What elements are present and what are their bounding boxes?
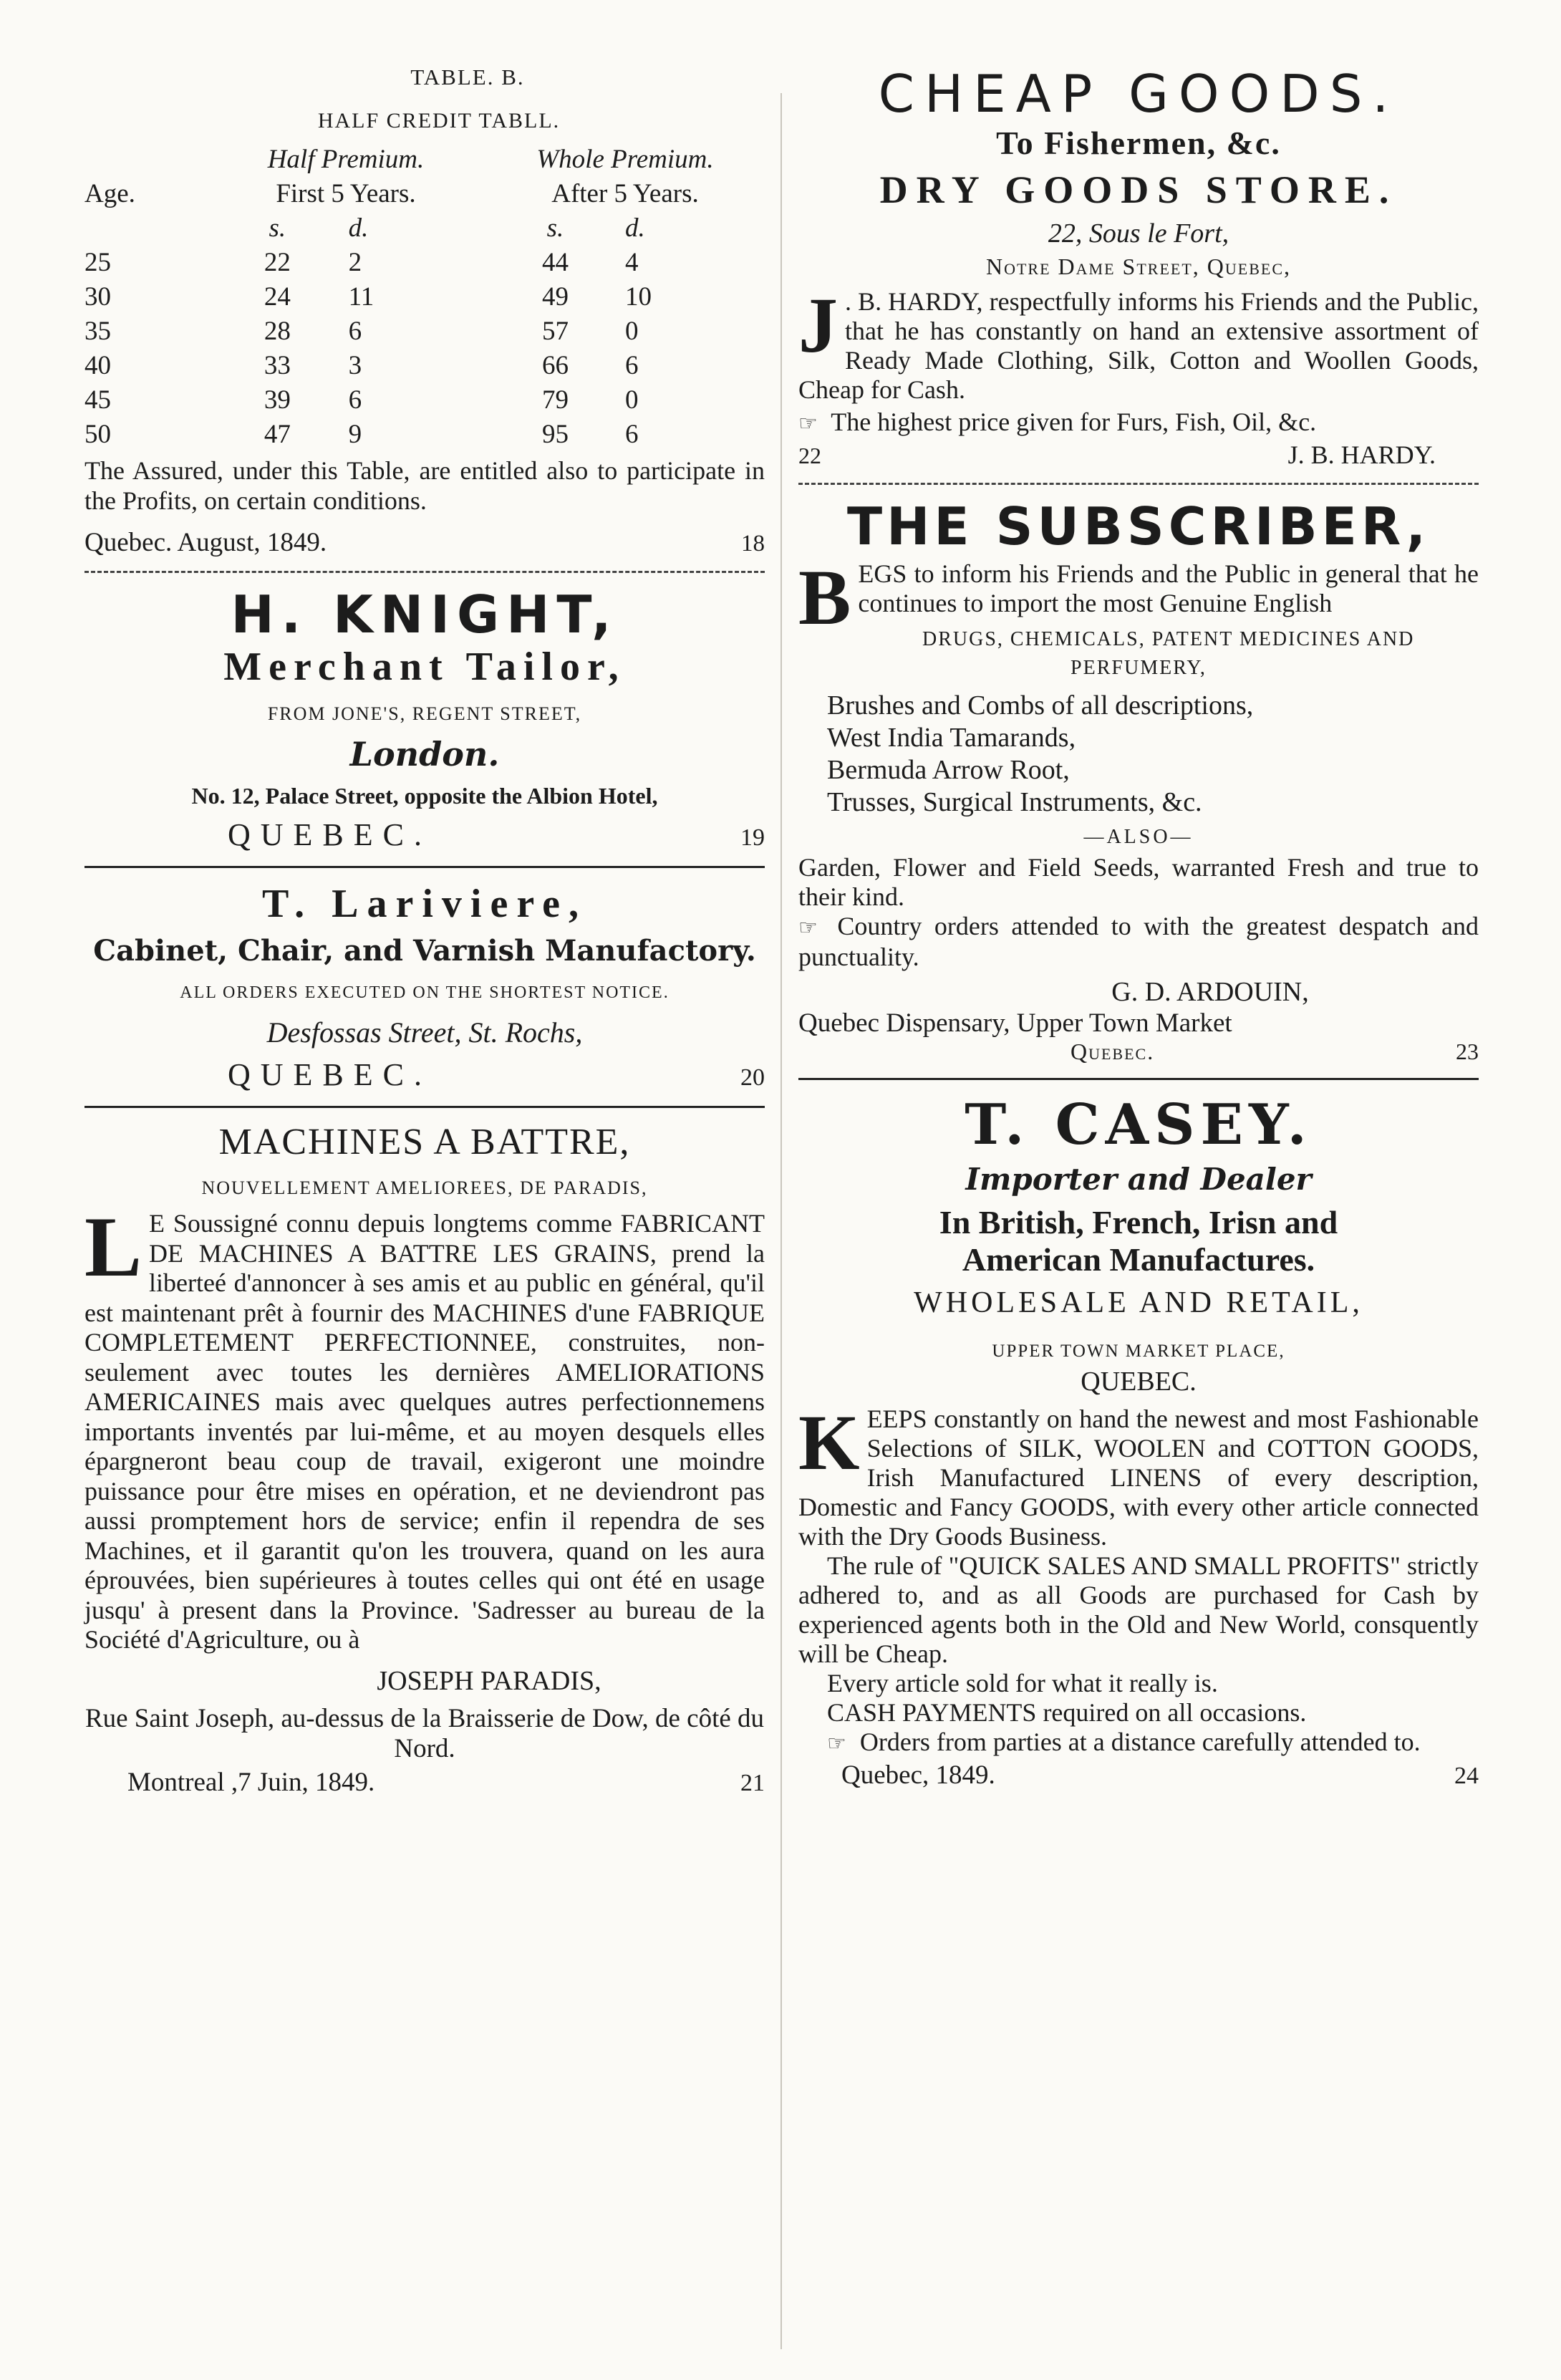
subscriber-category: DRUGS, CHEMICALS, PATENT MEDICINES AND PERFUMERY, (922, 628, 1415, 679)
knight-ad (84, 586, 765, 853)
machines-title: MACHINES A BATTRE, (218, 1122, 631, 1162)
casey-ad (798, 1093, 1479, 1791)
cheap-goods-title: CHEAP GOODS. (878, 64, 1399, 124)
subscriber-signature: G. D. ARDOUIN, (1111, 977, 1309, 1007)
casey-every: Every article sold for what it really is. (827, 1669, 1218, 1697)
pointing-hand-icon: ☞ (798, 412, 818, 435)
drop-cap: B (798, 554, 851, 641)
pointing-hand-icon: ☞ (798, 916, 818, 940)
list-item: Bermuda Arrow Root, (827, 755, 1070, 785)
subscriber-place: Quebec Dispensary, Upper Town Market (798, 1008, 1232, 1038)
cell-half-s: 39 (264, 385, 291, 415)
table-b-title: TABLE. B. (410, 64, 525, 90)
machines-address: Rue Saint Joseph, au-dessus de la Braisserie de Dow, de côté du Nord. (84, 1703, 765, 1763)
casey-orders: Orders from parties at a distance carefully attended to. (859, 1728, 1421, 1756)
cell-whole-s: 79 (541, 385, 569, 415)
unit-shillings: s. (546, 213, 564, 243)
casey-body: EEPS constantly on hand the newest and most Fashionable Selections of SILK, WOOLEN and COTTON GOODS, Irish Manufactured LINENS of every description, Domestic and Fancy GOODS, with every other article connected with the Dry Goods Business. (798, 1405, 1479, 1551)
table-row (84, 314, 765, 348)
divider (84, 1106, 765, 1108)
cell-half-d: 2 (348, 247, 362, 277)
ad-number: 19 (740, 824, 765, 851)
casey-line1: In British, French, Irisn and (939, 1204, 1338, 1240)
knight-name: H. KNIGHT, (231, 584, 619, 645)
cheap-goods-signature: J. B. HARDY. (1287, 440, 1436, 469)
cell-whole-d: 4 (624, 247, 639, 277)
machines-ad (84, 1121, 765, 1798)
casey-line2: American Manufactures. (962, 1241, 1315, 1278)
cell-whole-d: 6 (624, 350, 639, 380)
subscriber-ad (798, 498, 1479, 1065)
drop-cap: L (84, 1199, 142, 1294)
lariviere-ad (84, 881, 765, 1093)
table-row (84, 279, 765, 314)
list-item: Brushes and Combs of all descriptions, (827, 690, 1254, 721)
casey-trade: WHOLESALE AND RETAIL, (914, 1286, 1363, 1319)
cell-half-s: 33 (264, 350, 291, 380)
lariviere-street: Desfossas Street, St. Rochs, (266, 1016, 583, 1049)
cell-whole-s: 57 (541, 316, 569, 346)
divider (798, 1078, 1479, 1080)
list-item: Trusses, Surgical Instruments, &c. (827, 787, 1202, 817)
subscriber-city: Quebec. (1071, 1039, 1155, 1064)
cell-whole-s: 49 (541, 281, 569, 312)
subscriber-items (827, 690, 1479, 819)
cheap-goods-ad (798, 64, 1479, 470)
machines-place-date: Montreal ,7 Juin, 1849. (127, 1767, 375, 1797)
table-row (84, 245, 765, 279)
cell-whole-d: 0 (624, 316, 639, 346)
header-after-years: After 5 Years. (551, 178, 699, 208)
casey-place-date: Quebec, 1849. (841, 1760, 995, 1790)
lariviere-name: T. Lariviere, (261, 882, 588, 926)
knight-trade: Merchant Tailor, (223, 645, 626, 689)
unit-pence: d. (624, 213, 645, 243)
table-row (84, 417, 765, 451)
cheap-goods-subtitle: To Fishermen, &c. (996, 125, 1281, 161)
machines-subtitle: NOUVELLEMENT AMELIOREES, DE PARADIS, (201, 1177, 648, 1198)
unit-pence: d. (348, 213, 369, 243)
table-b-subtitle: HALF CREDIT TABLL. (317, 109, 561, 133)
divider (798, 483, 1479, 485)
cell-age: 45 (84, 385, 111, 415)
list-item: West India Tamarands, (827, 723, 1076, 753)
cell-age: 35 (84, 316, 111, 346)
ad-number: 22 (798, 443, 821, 468)
divider (84, 571, 765, 573)
subscriber-title: THE SUBSCRIBER, (847, 496, 1430, 557)
cell-whole-d: 0 (624, 385, 639, 415)
rates-table (84, 142, 765, 451)
cheap-goods-street: 22, Sous le Fort, (1048, 218, 1229, 249)
lariviere-trade: Cabinet, Chair, and Varnish Manufactory. (93, 934, 756, 968)
knight-address: No. 12, Palace Street, opposite the Albion Hotel, (191, 783, 658, 809)
cell-half-d: 6 (348, 316, 362, 346)
header-first-years: First 5 Years. (276, 178, 416, 208)
column-divider (780, 93, 782, 2349)
cell-age: 40 (84, 350, 111, 380)
cheap-goods-note: The highest price given for Furs, Fish, Oil, &c. (831, 408, 1317, 436)
table-b-place-date: Quebec. August, 1849. (84, 528, 327, 557)
casey-cash: CASH PAYMENTS required on all occasions. (827, 1698, 1307, 1727)
drop-cap: K (798, 1399, 860, 1486)
cell-age: 30 (84, 281, 111, 312)
machines-body: E Soussigné connu depuis longtems comme FABRICANT DE MACHINES A BATTRE LES GRAINS, prend la liberteé d'annoncer à ses amis et au public en général, qu'il est maintenant prêt à fournir des MACHINES d'une FABRIQUE COMPLETEMENT PERFECTIONNEE, construites, non-seulement avec toutes les dernières AMELIORATIONS AMERICAINES mais avec quelques autres perfectionnemens importants inventés par lui-même, et au moyen desquels elles épargneront beau coup de travail, exigeront une moindre puissance pour être mises en opération, et ne deviendront pas aussi promptement hors de service; enfin il rependra de ses Machines, et il garantit qu'on les trouvera, quand on les aura éprouvées, bien supérieures à toutes celles qui ont été en usage jusqu' à present dans la Province. 'Sadresser au bureau de la Société d'Agriculture, ou à (84, 1209, 765, 1654)
pointing-hand-icon: ☞ (827, 1732, 846, 1755)
casey-role: Importer and Dealer (965, 1162, 1312, 1197)
casey-name: T. CASEY. (965, 1092, 1313, 1157)
cell-half-s: 47 (264, 419, 291, 449)
cheap-goods-body: . B. HARDY, respectfully informs his Friends and the Public, that he has constantly on hand an extensive assortment of Ready Made Clothing, Silk, Cotton and Woollen Goods, Cheap for Cash. (798, 287, 1479, 404)
header-half-premium: Half Premium. (267, 144, 425, 174)
cell-half-d: 9 (348, 419, 362, 449)
drop-cap: J (798, 281, 838, 369)
cheap-goods-location: Notre Dame Street, Quebec, (986, 254, 1291, 279)
cheap-goods-store: DRY GOODS STORE. (879, 168, 1398, 211)
cell-age: 50 (84, 419, 111, 449)
table-b-section (84, 64, 765, 558)
cell-whole-s: 95 (541, 419, 569, 449)
table-b-note: The Assured, under this Table, are entitled also to participate in the Profits, on certain conditions. (84, 456, 765, 515)
unit-shillings: s. (269, 213, 286, 243)
casey-city: QUEBEC. (1081, 1367, 1197, 1397)
ad-number: 23 (1456, 1039, 1479, 1064)
cell-half-s: 28 (264, 316, 291, 346)
cell-age: 25 (84, 247, 111, 277)
cell-whole-d: 10 (624, 281, 652, 312)
ad-number: 21 (740, 1769, 765, 1796)
cell-whole-s: 44 (541, 247, 569, 277)
ad-number: 18 (741, 531, 765, 557)
cell-half-d: 3 (348, 350, 362, 380)
left-column (84, 64, 765, 1798)
cell-whole-s: 66 (541, 350, 569, 380)
machines-signature: JOSEPH PARADIS, (377, 1665, 601, 1696)
casey-market: UPPER TOWN MARKET PLACE, (992, 1341, 1285, 1361)
cell-half-d: 11 (348, 281, 374, 312)
table-row (84, 348, 765, 382)
header-age: Age. (84, 178, 135, 208)
subscriber-also: —ALSO— (1083, 826, 1194, 848)
subscriber-body: EGS to inform his Friends and the Public in general that he continues to import the most Genuine English (858, 559, 1479, 617)
cell-half-s: 24 (264, 281, 291, 312)
ad-number: 24 (1454, 1763, 1479, 1789)
lariviere-notice: ALL ORDERS EXECUTED ON THE SHORTEST NOTICE. (180, 983, 670, 1002)
knight-from: FROM JONE'S, REGENT STREET, (267, 703, 582, 724)
lariviere-place: QUEBEC. (228, 1057, 432, 1092)
subscriber-orders: Country orders attended to with the greatest despatch and punctuality. (798, 912, 1479, 971)
ad-number: 20 (740, 1064, 765, 1091)
right-column (798, 64, 1479, 1791)
cell-half-d: 6 (348, 385, 362, 415)
subscriber-seeds: Garden, Flower and Field Seeds, warranted Fresh and true to their kind. (798, 853, 1479, 911)
casey-rule: The rule of "QUICK SALES AND SMALL PROFITS" strictly adhered to, and as all Goods are purchased for Cash by experienced agents both in the Old and New World, consquently will be Cheap. (798, 1551, 1479, 1668)
knight-place: QUEBEC. (228, 817, 432, 852)
cell-half-s: 22 (264, 247, 291, 277)
divider (84, 866, 765, 868)
header-whole-premium: Whole Premium. (536, 144, 714, 174)
knight-city: London. (349, 735, 500, 774)
cell-whole-d: 6 (624, 419, 639, 449)
table-row (84, 382, 765, 417)
